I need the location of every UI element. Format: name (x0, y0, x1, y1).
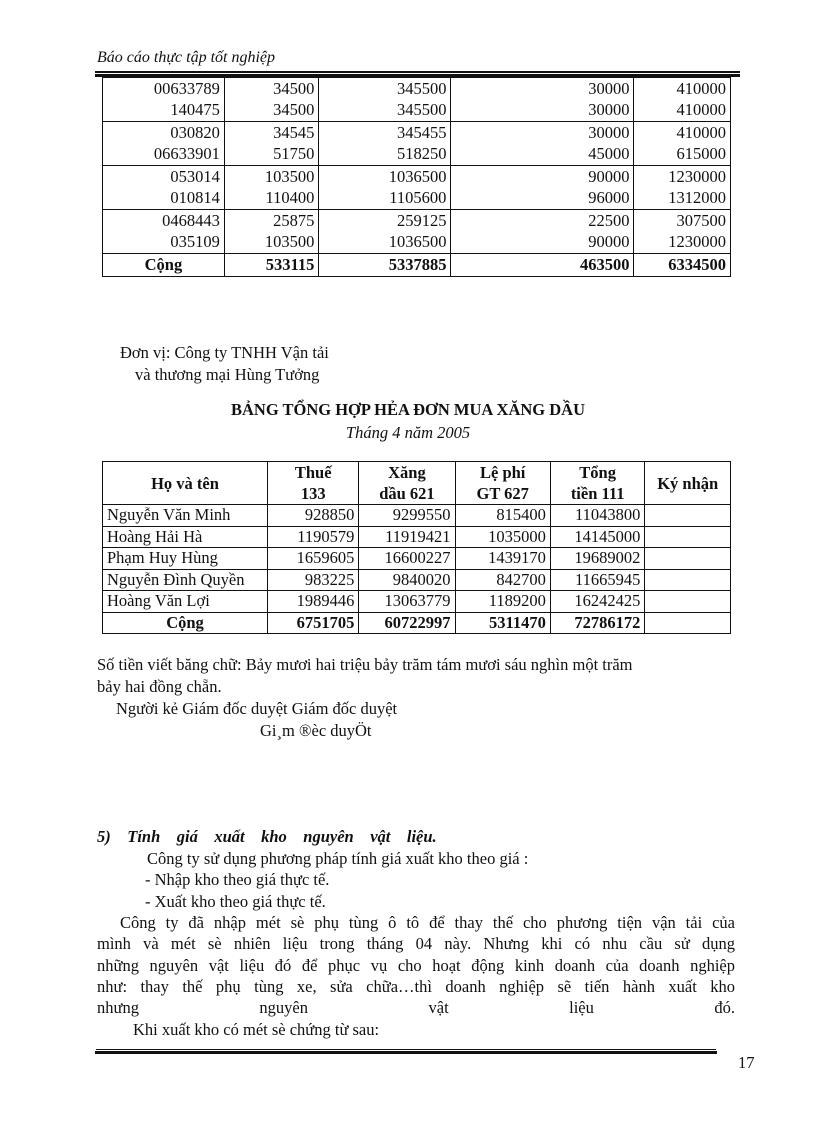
table-cell: 307500 (634, 210, 731, 232)
employee-name: Nguyễn Văn Minh (103, 505, 268, 527)
total-cell: 6751705 (268, 612, 359, 634)
table-cell: 34500 (224, 100, 319, 122)
signature-cell (645, 505, 731, 527)
table-cell: 345455 (319, 122, 451, 144)
amount-cell: 11919421 (359, 526, 455, 548)
table-cell: 615000 (634, 144, 731, 166)
table-cell: 410000 (634, 100, 731, 122)
paragraph-line: Công ty đã nhập mét sè phụ tùng ô tô để thay thế cho phương tiện vận tải của (120, 913, 735, 932)
signature-cell (645, 591, 731, 613)
table-cell: 053014 (103, 166, 225, 188)
table-cell: 06633901 (103, 144, 225, 166)
table-cell: 0468443 (103, 210, 225, 232)
table-cell: 1036500 (319, 232, 451, 254)
table-row (103, 548, 731, 570)
bullet-import: - Nhập kho theo giá thực tế. (145, 870, 330, 889)
total-cell: 533115 (224, 254, 319, 277)
table-row (103, 188, 731, 210)
amount-cell: 815400 (455, 505, 550, 527)
page-number: 17 (738, 1053, 755, 1072)
column-header: Họ và tên (103, 462, 268, 505)
employee-name: Hoàng Văn Lợi (103, 591, 268, 613)
section-5-heading: 5) Tính giá xuất kho nguyên vật liệu. (97, 827, 437, 846)
footer-divider (95, 1051, 717, 1054)
employee-name: Nguyễn Đình Quyền (103, 569, 268, 591)
paragraph-line: mình và mét sè nhiên liệu trong tháng 04 này. Nhưng khi có nhu cầu sử dụng (97, 934, 735, 953)
amount-cell: 842700 (455, 569, 550, 591)
table-cell: 34500 (224, 78, 319, 100)
table-cell: 1036500 (319, 166, 451, 188)
amount-cell: 13063779 (359, 591, 455, 613)
table-row (103, 505, 731, 527)
table-cell: 030820 (103, 122, 225, 144)
paragraph-line: như: thay thế phụ tùng xe, sửa chữa…thì doanh nghiệp sẽ tiến hành xuất kho (97, 977, 735, 996)
section-intro: Công ty sử dụng phương pháp tính giá xuất kho theo giá : (147, 849, 529, 868)
column-header: Tổng tiền 111 (550, 462, 645, 505)
table-cell: 140475 (103, 100, 225, 122)
employee-name: Phạm Huy Hùng (103, 548, 268, 570)
table-cell: 96000 (451, 188, 634, 210)
table-cell: 30000 (451, 100, 634, 122)
total-row (103, 254, 731, 277)
table-cell: 410000 (634, 122, 731, 144)
table-subtitle: Tháng 4 năm 2005 (345, 423, 471, 442)
total-row (103, 612, 731, 634)
total-cell: 463500 (451, 254, 634, 277)
table-cell: 110400 (224, 188, 319, 210)
amount-cell: 14145000 (550, 526, 645, 548)
table-cell: 1105600 (319, 188, 451, 210)
total-cell: 72786172 (550, 612, 645, 634)
table-cell: 1230000 (634, 166, 731, 188)
table-cell: 345500 (319, 100, 451, 122)
unit-line-1: Đơn vị: Công ty TNHH Vận tải (120, 343, 329, 362)
paragraph-line: nhưng nguyên vật liệu đó. (97, 998, 735, 1017)
column-header: Ký nhận (645, 462, 731, 505)
amount-cell: 1439170 (455, 548, 550, 570)
table-cell: 30000 (451, 122, 634, 144)
signature-cell (645, 548, 731, 570)
amount-cell: 9840020 (359, 569, 455, 591)
header-divider (95, 71, 740, 74)
header-row (103, 462, 731, 505)
amount-cell: 16600227 (359, 548, 455, 570)
amount-cell: 1190579 (268, 526, 359, 548)
table-cell: 035109 (103, 232, 225, 254)
table-cell: 1230000 (634, 232, 731, 254)
table-row (103, 122, 731, 144)
amount-cell: 1035000 (455, 526, 550, 548)
amount-cell: 928850 (268, 505, 359, 527)
table-row (103, 166, 731, 188)
total-cell: Cộng (103, 254, 225, 277)
column-header: Lệ phí GT 627 (455, 462, 550, 505)
table-cell: 00633789 (103, 78, 225, 100)
total-cell (645, 612, 731, 634)
running-header: Báo cáo thực tập tốt nghiệp (97, 49, 276, 66)
table-cell: 90000 (451, 232, 634, 254)
table-row (103, 100, 731, 122)
table-cell: 259125 (319, 210, 451, 232)
signature-labels: Người kẻ Giám đốc duyệt Giám đốc duyệt (116, 699, 398, 718)
amount-in-words-line-2: bảy hai đồng chẵn. (97, 677, 222, 696)
total-cell: 6334500 (634, 254, 731, 277)
bullet-export: - Xuất kho theo giá thực tế. (145, 892, 326, 911)
total-cell: 5311470 (455, 612, 550, 634)
table-cell: 1312000 (634, 188, 731, 210)
table-cell: 51750 (224, 144, 319, 166)
table-row (103, 569, 731, 591)
column-header: Thuế 133 (268, 462, 359, 505)
amount-cell: 16242425 (550, 591, 645, 613)
table-cell: 30000 (451, 78, 634, 100)
signature-cell (645, 526, 731, 548)
table-row (103, 526, 731, 548)
table-cell: 518250 (319, 144, 451, 166)
table-cell: 103500 (224, 232, 319, 254)
table-cell: 22500 (451, 210, 634, 232)
table-row (103, 78, 731, 100)
total-cell: Cộng (103, 612, 268, 634)
amount-cell: 19689002 (550, 548, 645, 570)
table-row (103, 591, 731, 613)
signature-cell (645, 569, 731, 591)
table-title: BẢNG TỔNG HỢP HẺA ĐƠN MUA XĂNG DẦU (230, 400, 585, 419)
unit-line-2: và thương mại Hùng Tưởng (135, 365, 320, 384)
table-cell: 90000 (451, 166, 634, 188)
table-cell: 34545 (224, 122, 319, 144)
column-header: Xăng dầu 621 (359, 462, 455, 505)
amount-cell: 1659605 (268, 548, 359, 570)
table-cell: 103500 (224, 166, 319, 188)
table-cell: 25875 (224, 210, 319, 232)
paragraph-line: những nguyên vật liệu đó để phục vụ cho hoạt động kinh doanh của doanh nghiệp (97, 956, 735, 975)
amount-cell: 1989446 (268, 591, 359, 613)
invoice-detail-table (102, 77, 731, 277)
amount-cell: 1189200 (455, 591, 550, 613)
amount-cell: 9299550 (359, 505, 455, 527)
amount-cell: 11665945 (550, 569, 645, 591)
table-cell: 010814 (103, 188, 225, 210)
total-cell: 60722997 (359, 612, 455, 634)
amount-cell: 983225 (268, 569, 359, 591)
amount-in-words-line-1: Số tiền viết băng chữ: Bảy mươi hai triệu bảy trăm tám mươi sáu nghìn một trăm (97, 655, 633, 674)
table-row (103, 144, 731, 166)
fuel-invoice-summary-table (102, 461, 731, 634)
table-row (103, 232, 731, 254)
amount-cell: 11043800 (550, 505, 645, 527)
total-cell: 5337885 (319, 254, 451, 277)
table-row (103, 210, 731, 232)
employee-name: Hoàng Hải Hà (103, 526, 268, 548)
signature-label-garbled: Gi¸m ®èc duyÖt (260, 721, 372, 740)
table-cell: 345500 (319, 78, 451, 100)
closing-line: Khi xuất kho có mét sè chứng từ sau: (133, 1020, 380, 1039)
table-cell: 410000 (634, 78, 731, 100)
table-cell: 45000 (451, 144, 634, 166)
